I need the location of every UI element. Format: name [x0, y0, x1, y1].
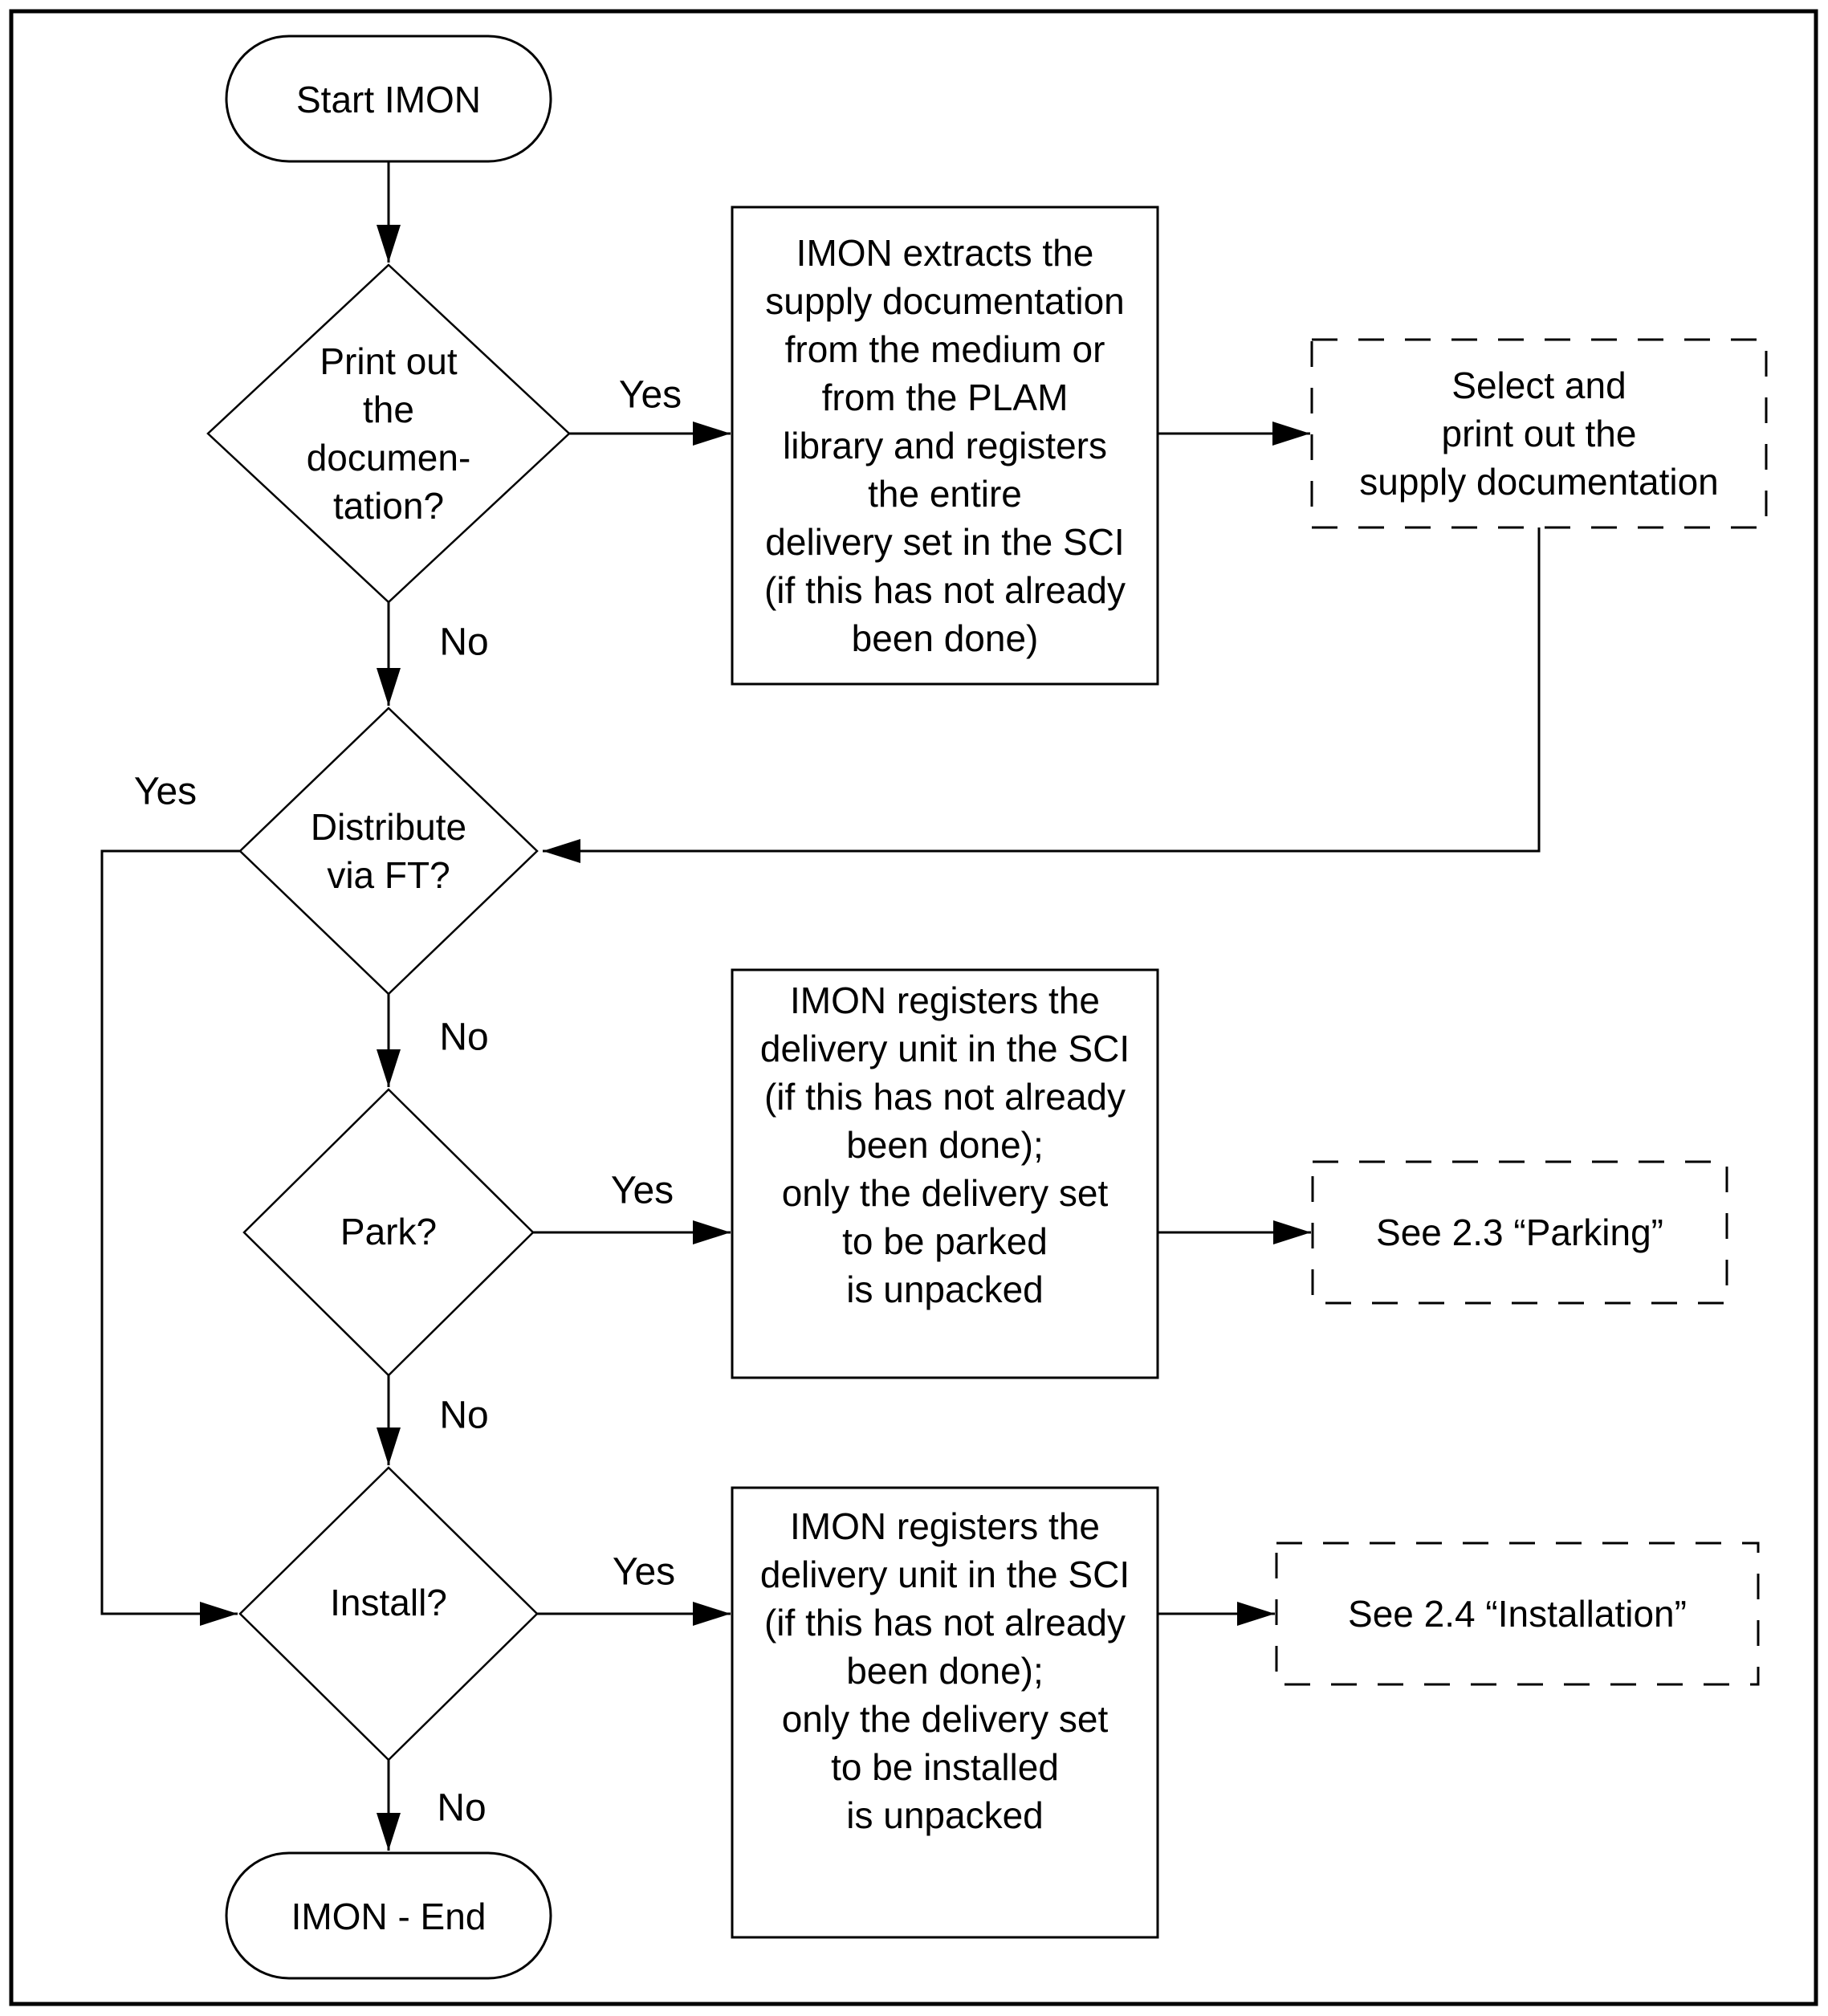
decision-park-label: Park? — [340, 1211, 438, 1252]
edge-label-print-no: No — [439, 621, 489, 664]
process-extracts-line: from the medium or — [784, 328, 1105, 370]
reference-installation — [1276, 1543, 1758, 1684]
reference-select-print-line: print out the — [1441, 413, 1637, 454]
process-park-line: IMON registers the — [790, 979, 1100, 1021]
reference-select-print-line: Select and — [1451, 365, 1626, 406]
process-extracts-line: supply documentation — [765, 280, 1125, 322]
reference-installation-label: See 2.4 “Installation” — [1348, 1593, 1687, 1635]
decision-distribute-line: Distribute — [310, 806, 467, 848]
terminal-end — [226, 1853, 551, 1978]
edge-label-install-no: No — [437, 1786, 487, 1830]
decision-print-line: documen- — [306, 437, 471, 479]
process-extracts-line: (if this has not already — [763, 569, 1126, 611]
process-extracts-line: library and registers — [783, 425, 1107, 466]
decision-print-documentation — [208, 265, 569, 602]
terminal-end-label: IMON - End — [291, 1896, 487, 1937]
terminal-start — [226, 36, 551, 161]
process-extracts-line: the entire — [868, 473, 1022, 515]
edge-label-distribute-yes: Yes — [133, 770, 197, 813]
reference-select-print-line: supply documentation — [1359, 461, 1719, 503]
decision-install-label: Install? — [330, 1582, 447, 1623]
decision-print-documentation-shape — [208, 265, 569, 602]
decision-distribute-via-ft-shape — [240, 708, 537, 994]
decision-print-line: the — [363, 389, 414, 430]
edge-label-install-yes: Yes — [612, 1550, 676, 1594]
process-install-line: IMON registers the — [790, 1505, 1100, 1547]
process-install-line: (if this has not already — [763, 1602, 1126, 1643]
edge-label-park-no: No — [439, 1394, 489, 1437]
decision-distribute-via-ft — [240, 708, 537, 994]
process-imon-extracts — [732, 207, 1158, 684]
reference-select-print — [1312, 340, 1766, 527]
process-extracts-line: delivery set in the SCI — [765, 521, 1125, 563]
reference-parking — [1313, 1162, 1727, 1303]
process-park-registration — [732, 970, 1158, 1378]
decision-park — [244, 1089, 533, 1375]
edge-label-park-yes: Yes — [610, 1169, 674, 1212]
process-park-line: is unpacked — [846, 1269, 1044, 1310]
connector-distribute-yes-to-install-decision — [102, 851, 240, 1614]
process-park-line: (if this has not already — [763, 1076, 1126, 1118]
process-install-line: to be installed — [831, 1746, 1059, 1788]
process-extracts-line: IMON extracts the — [796, 232, 1094, 274]
decision-distribute-line: via FT? — [327, 854, 450, 896]
reference-parking-label: See 2.3 “Parking” — [1376, 1212, 1663, 1253]
process-install-line: is unpacked — [846, 1794, 1044, 1836]
terminal-start-label: Start IMON — [295, 79, 482, 120]
process-install-line: delivery unit in the SCI — [759, 1554, 1130, 1595]
decision-install — [240, 1468, 537, 1760]
process-park-line: been done); — [846, 1124, 1044, 1166]
process-extracts-line: been done) — [851, 617, 1039, 659]
process-install-registration — [732, 1488, 1158, 1937]
decision-print-line: Print out — [320, 340, 458, 382]
edge-label-print-yes: Yes — [618, 373, 682, 417]
process-install-line: been done); — [846, 1650, 1044, 1692]
edge-label-distribute-no: No — [439, 1016, 489, 1059]
process-extracts-line: from the PLAM — [821, 377, 1069, 418]
process-install-line: only the delivery set — [781, 1698, 1109, 1740]
decision-print-line: tation? — [332, 485, 445, 527]
process-park-line: only the delivery set — [781, 1172, 1109, 1214]
process-park-line: to be parked — [842, 1220, 1048, 1262]
process-park-line: delivery unit in the SCI — [759, 1028, 1130, 1069]
